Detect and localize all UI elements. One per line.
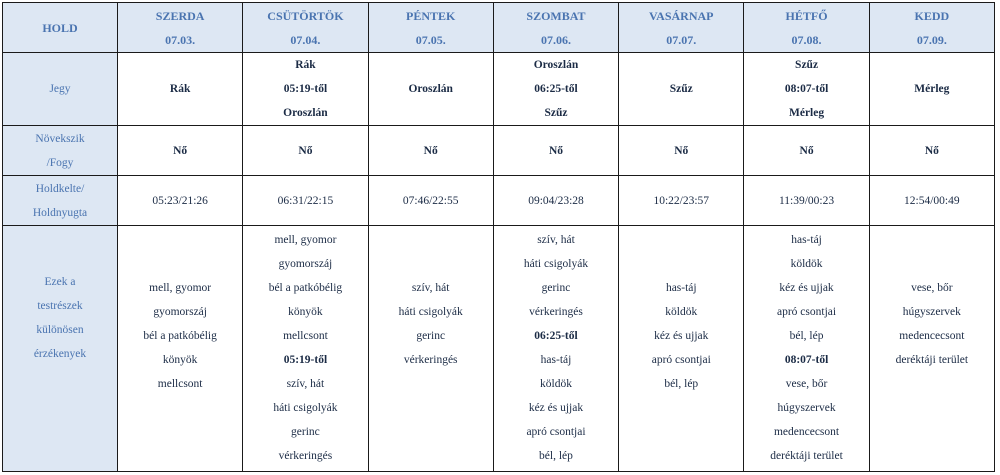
body-parts-cell — [243, 226, 368, 472]
body-part-item: bél, lép — [789, 330, 824, 342]
body-part-item: vérkeringés — [529, 306, 583, 318]
moonrise-cell: 07:46/22:55 — [368, 176, 493, 226]
day-name: PÉNTEK — [406, 8, 456, 23]
day-header — [243, 3, 368, 53]
body-part-item: vérkeringés — [278, 450, 333, 462]
moonrise-row — [3, 176, 995, 226]
zodiac-sign: Szűz — [669, 83, 693, 95]
sign-change-time: 05:19-től — [283, 354, 328, 366]
day-header — [493, 3, 618, 53]
day-date: 07.07. — [666, 32, 697, 47]
waxing-cell: Nő — [243, 126, 368, 176]
label-line: testrészek — [37, 300, 83, 312]
label-line: Holdnyugta — [32, 206, 88, 219]
body-parts-cell — [744, 226, 869, 472]
zodiac-cell — [493, 53, 618, 126]
zodiac-sign: Szűz — [544, 107, 568, 119]
body-part-item: háti csigolyák — [273, 402, 338, 414]
body-part-item: gerinc — [416, 330, 446, 342]
body-part-item: mell, gyomor — [274, 234, 337, 246]
body-part-item: kéz és ujjak — [654, 330, 709, 342]
zodiac-cell — [869, 53, 994, 126]
day-name: KEDD — [914, 8, 950, 23]
label-line: különösen — [36, 324, 84, 336]
body-part-item: köldök — [665, 306, 698, 318]
body-part-item: köldök — [790, 258, 823, 270]
body-part-item: bél, lép — [539, 450, 573, 462]
body-part-item: bél a patkóbélig — [268, 282, 343, 294]
body-parts-cell — [493, 226, 618, 472]
label-line: /Fogy — [46, 156, 74, 169]
body-part-item: deréktáji terület — [895, 354, 969, 366]
sign-change-time: 06:25-től — [534, 330, 578, 342]
body-part-item: háti csigolyák — [398, 306, 463, 318]
zodiac-row — [3, 53, 995, 126]
day-header — [869, 3, 994, 53]
body-part-item: szív, hát — [537, 234, 575, 246]
moonrise-cell: 12:54/00:49 — [869, 176, 994, 226]
label-line: Holdkelte/ — [35, 182, 85, 195]
body-part-item: gerinc — [291, 426, 320, 438]
moon-calendar-table — [2, 2, 995, 472]
waxing-cell: Nő — [744, 126, 869, 176]
zodiac-sign: Mérleg — [914, 83, 950, 95]
day-name: CSÜTÖRTÖK — [267, 8, 344, 23]
day-name: SZOMBAT — [526, 8, 586, 23]
zodiac-cell — [118, 53, 243, 126]
zodiac-sign: Oroszlán — [408, 83, 453, 95]
body-part-item: deréktáji terület — [770, 450, 843, 462]
zodiac-sign: Szűz — [795, 59, 819, 71]
zodiac-cell — [744, 53, 869, 126]
body-part-item: mellcsont — [157, 378, 203, 390]
day-date: 07.05. — [415, 32, 446, 47]
day-date: 07.03. — [165, 32, 196, 47]
waxing-cell: Nő — [493, 126, 618, 176]
body-parts-cell — [118, 226, 243, 472]
waxing-row — [3, 126, 995, 176]
waxing-cell: Nő — [368, 126, 493, 176]
day-date: 07.09. — [916, 32, 947, 47]
body-parts-cell — [368, 226, 493, 472]
body-part-item: húgyszervek — [902, 306, 961, 318]
row-label-moonrise — [3, 176, 118, 226]
body-parts-cell — [619, 226, 744, 472]
body-part-item: apró csontjai — [777, 306, 837, 318]
body-part-item: mell, gyomor — [149, 282, 212, 294]
body-part-item: könyök — [288, 306, 323, 318]
row-label-body-parts — [3, 226, 118, 472]
zodiac-change-time: 08:07-től — [784, 83, 829, 95]
body-part-item: gyomorszáj — [153, 306, 207, 318]
day-name: HÉTFŐ — [785, 8, 828, 23]
moonrise-cell: 05:23/21:26 — [118, 176, 243, 226]
waxing-cell: Nő — [869, 126, 994, 176]
body-parts-cell — [869, 226, 994, 472]
label-line: érzékenyek — [33, 348, 87, 360]
body-part-item: szív, hát — [411, 282, 450, 294]
zodiac-sign: Rák — [295, 59, 316, 71]
zodiac-cell — [619, 53, 744, 126]
day-header — [368, 3, 493, 53]
zodiac-sign: Oroszlán — [533, 59, 579, 71]
row-label-waxing — [3, 126, 118, 176]
moonrise-cell: 06:31/22:15 — [243, 176, 368, 226]
zodiac-cell — [368, 53, 493, 126]
label-line: Ezek a — [44, 276, 76, 288]
zodiac-cell — [243, 53, 368, 126]
body-part-item: kéz és ujjak — [779, 282, 834, 294]
body-part-item: apró csontjai — [526, 426, 586, 438]
body-part-item: háti csigolyák — [523, 258, 589, 270]
body-parts-row — [3, 226, 995, 472]
day-name: VASÁRNAP — [649, 8, 714, 23]
body-part-item: bél a patkóbélig — [143, 330, 217, 342]
moonrise-cell: 09:04/23:28 — [493, 176, 618, 226]
label-line: Növekszik — [35, 132, 85, 145]
body-part-item: könyök — [162, 354, 198, 366]
body-part-item: mellcsont — [283, 330, 328, 342]
body-part-item: szív, hát — [286, 378, 325, 390]
body-part-item: húgyszervek — [777, 402, 836, 414]
waxing-cell: Nő — [118, 126, 243, 176]
body-part-item: vese, bőr — [911, 282, 953, 294]
corner-header: HOLD — [3, 3, 118, 53]
day-header — [118, 3, 243, 53]
body-part-item: vese, bőr — [785, 378, 828, 390]
zodiac-sign: Mérleg — [788, 107, 825, 119]
body-part-item: medencecsont — [899, 330, 965, 342]
body-part-item: gyomorszáj — [278, 258, 333, 270]
body-part-item: gerinc — [541, 282, 571, 294]
day-header — [619, 3, 744, 53]
moonrise-cell: 11:39/00:23 — [744, 176, 869, 226]
zodiac-change-time: 06:25-től — [534, 83, 578, 95]
body-part-item: köldök — [540, 378, 572, 390]
row-label-zodiac: Jegy — [3, 53, 118, 126]
day-header — [744, 3, 869, 53]
header-row — [3, 3, 995, 53]
body-part-item: medencecsont — [773, 426, 840, 438]
day-name: SZERDA — [155, 8, 205, 23]
zodiac-change-time: 05:19-től — [283, 83, 328, 95]
body-part-item: vérkeringés — [403, 354, 458, 366]
body-part-item: has-táj — [665, 282, 697, 294]
waxing-cell: Nő — [619, 126, 744, 176]
day-date: 07.04. — [290, 32, 321, 47]
moonrise-cell: 10:22/23:57 — [619, 176, 744, 226]
body-part-item: has-táj — [540, 354, 572, 366]
body-part-item: bél, lép — [664, 378, 699, 390]
zodiac-sign: Oroszlán — [283, 107, 328, 119]
body-part-item: apró csontjai — [651, 354, 711, 366]
body-part-item: kéz és ujjak — [528, 402, 584, 414]
day-date: 07.06. — [540, 32, 571, 47]
body-part-item: has-táj — [791, 234, 822, 246]
zodiac-sign: Rák — [169, 83, 191, 95]
sign-change-time: 08:07-től — [784, 354, 829, 366]
day-date: 07.08. — [791, 32, 822, 47]
